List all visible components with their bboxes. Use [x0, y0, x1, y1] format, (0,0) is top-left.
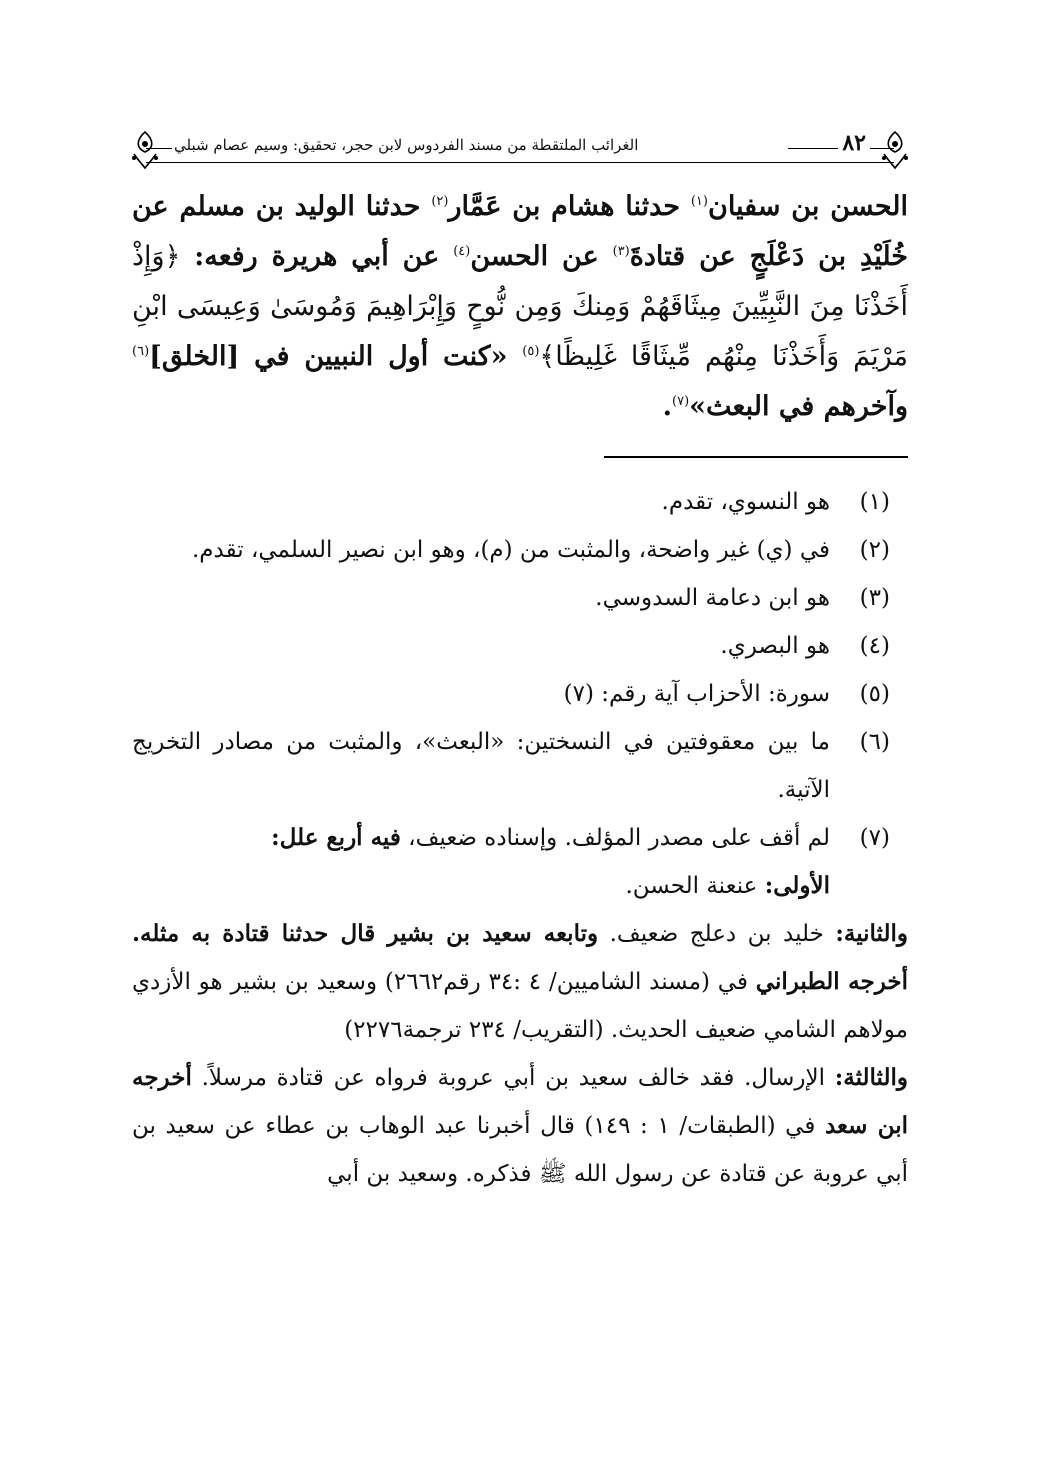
footnote-6 [132, 718, 908, 814]
footnote-text: في (ي) غير واضحة، والمثبت من (م)، وهو ابن نصير السلمي، تقدم. [191, 537, 830, 563]
footnote-text: هو النسوي، تقدم. [661, 489, 830, 515]
illa-label: والثانية: [835, 920, 908, 947]
text-run: حدثنا هشام بن عَمَّار [448, 191, 691, 222]
running-title: الغرائب الملتقطة من مسند الفردوس لابن حجر، تحقيق: وسيم عصام شبلي [172, 136, 788, 154]
illa-third [132, 1054, 908, 1198]
text-run: عن الحسن [470, 241, 613, 272]
text-run: خليد بن دعلج ضعيف. [598, 921, 836, 947]
hadith-paragraph [132, 182, 908, 432]
running-header [132, 128, 908, 172]
footnote-7 [132, 814, 908, 862]
footnote-3 [132, 574, 908, 622]
header-rule-bottom [146, 162, 894, 163]
footnote-text [132, 814, 830, 862]
text-run: في (الطبقات/ ١ : ١٤٩) قال أخبرنا عبد الوهاب بن عطاء عن سعيد بن أبي عروبة عن قتادة عن رسول الله ﷺ فذكره. وسعيد بن أبي [132, 1113, 908, 1187]
text-run: عن أبي هريرة رفعه: [180, 241, 454, 272]
text-run: «كنت أول النبيين في [الخلق] [149, 341, 523, 372]
footnote-number: (٤) [859, 633, 890, 659]
footnote-ref[interactable]: (٣) [612, 244, 630, 259]
footnote-number: (٣) [859, 585, 890, 611]
footnote-number: (٦) [859, 729, 890, 755]
text-run: . [662, 391, 673, 422]
footnote-text: هو ابن دعامة السدوسي. [595, 585, 830, 611]
footnote-4 [132, 622, 908, 670]
ornament-left-icon [128, 130, 162, 170]
footnote-ref[interactable]: (١) [690, 194, 708, 209]
footnote-text: سورة: الأحزاب آية رقم: (٧) [563, 681, 830, 707]
footnote-number: (٥) [859, 681, 890, 707]
footnote-text: هو البصري. [720, 633, 830, 659]
text-run: في (مسند الشاميين/ ٤ :٣٤ رقم٢٦٦٢) وسعيد بن بشير هو الأزدي مولاهم الشامي ضعيف الحديث. (التقريب/ ٢٣٤ ترجمة٢٢٧٦) [132, 969, 908, 1043]
footnote-ref[interactable]: (٢) [431, 194, 449, 209]
footnote-divider [604, 456, 908, 458]
text-run: فيه أربع علل: [271, 824, 401, 851]
text-run: وتابعه سعيد بن بشير قال حدثنا قتادة به مثله. أخرجه الطبراني [132, 920, 908, 995]
footnotes [132, 478, 908, 1198]
footnote-ref[interactable]: (٥) [522, 344, 540, 359]
text-run: عنعنة الحسن. [625, 873, 765, 899]
footnote-7-body [132, 862, 908, 910]
text-run: وآخرهم في البعث» [689, 391, 908, 422]
illa-label: الأولى: [764, 872, 830, 899]
page-number: ٨٢ [838, 130, 870, 156]
footnote-2 [132, 526, 908, 574]
text-run: الحسن بن سفيان [707, 191, 908, 222]
footnote-ref[interactable]: (٦) [132, 344, 150, 359]
footnote-text: ما بين معقوفتين في النسختين: «البعث»، والمثبت من مصادر التخريج الآتية. [132, 729, 830, 803]
footnote-7-body-cont [132, 910, 908, 1198]
text-run: لم أقف على مصدر المؤلف. وإسناده ضعيف، [400, 825, 830, 851]
illa-second [132, 910, 908, 1054]
text-run: الإرسال. فقد خالف سعيد بن أبي عروبة فرواه عن قتادة مرسلاً. [191, 1065, 835, 1091]
text-run: أخرجه ابن سعد [132, 1064, 908, 1139]
footnote-ref[interactable]: (٤) [453, 244, 471, 259]
ornament-right-icon [878, 130, 912, 170]
footnote-1 [132, 478, 908, 526]
illa-label: والثالثة: [834, 1064, 908, 1091]
footnote-ref[interactable]: (٧) [672, 394, 690, 409]
footnote-number: (١) [859, 489, 890, 515]
illa-first [132, 862, 830, 910]
footnote-number: (٢) [859, 537, 890, 563]
quran-verse: ﴿وَإِذْ أَخَذْنَا مِنَ النَّبِيِّينَ مِيثَاقَهُمْ وَمِنكَ وَمِن نُّوحٍ وَإِبْرَاهِيمَ وَمُوسَىٰ وَعِيسَى ابْنِ مَرْيَمَ وَأَخَذْنَا مِنْهُم مِّيثَاقًا غَلِيظًا﴾ [132, 241, 908, 372]
footnote-5 [132, 670, 908, 718]
main-text [132, 182, 908, 432]
text-run: حدثنا الوليد بن مسلم عن خُلَيْدِ بن دَعْلَجٍ عن قتادةَ [132, 191, 908, 272]
footnote-number: (٧) [859, 825, 890, 851]
